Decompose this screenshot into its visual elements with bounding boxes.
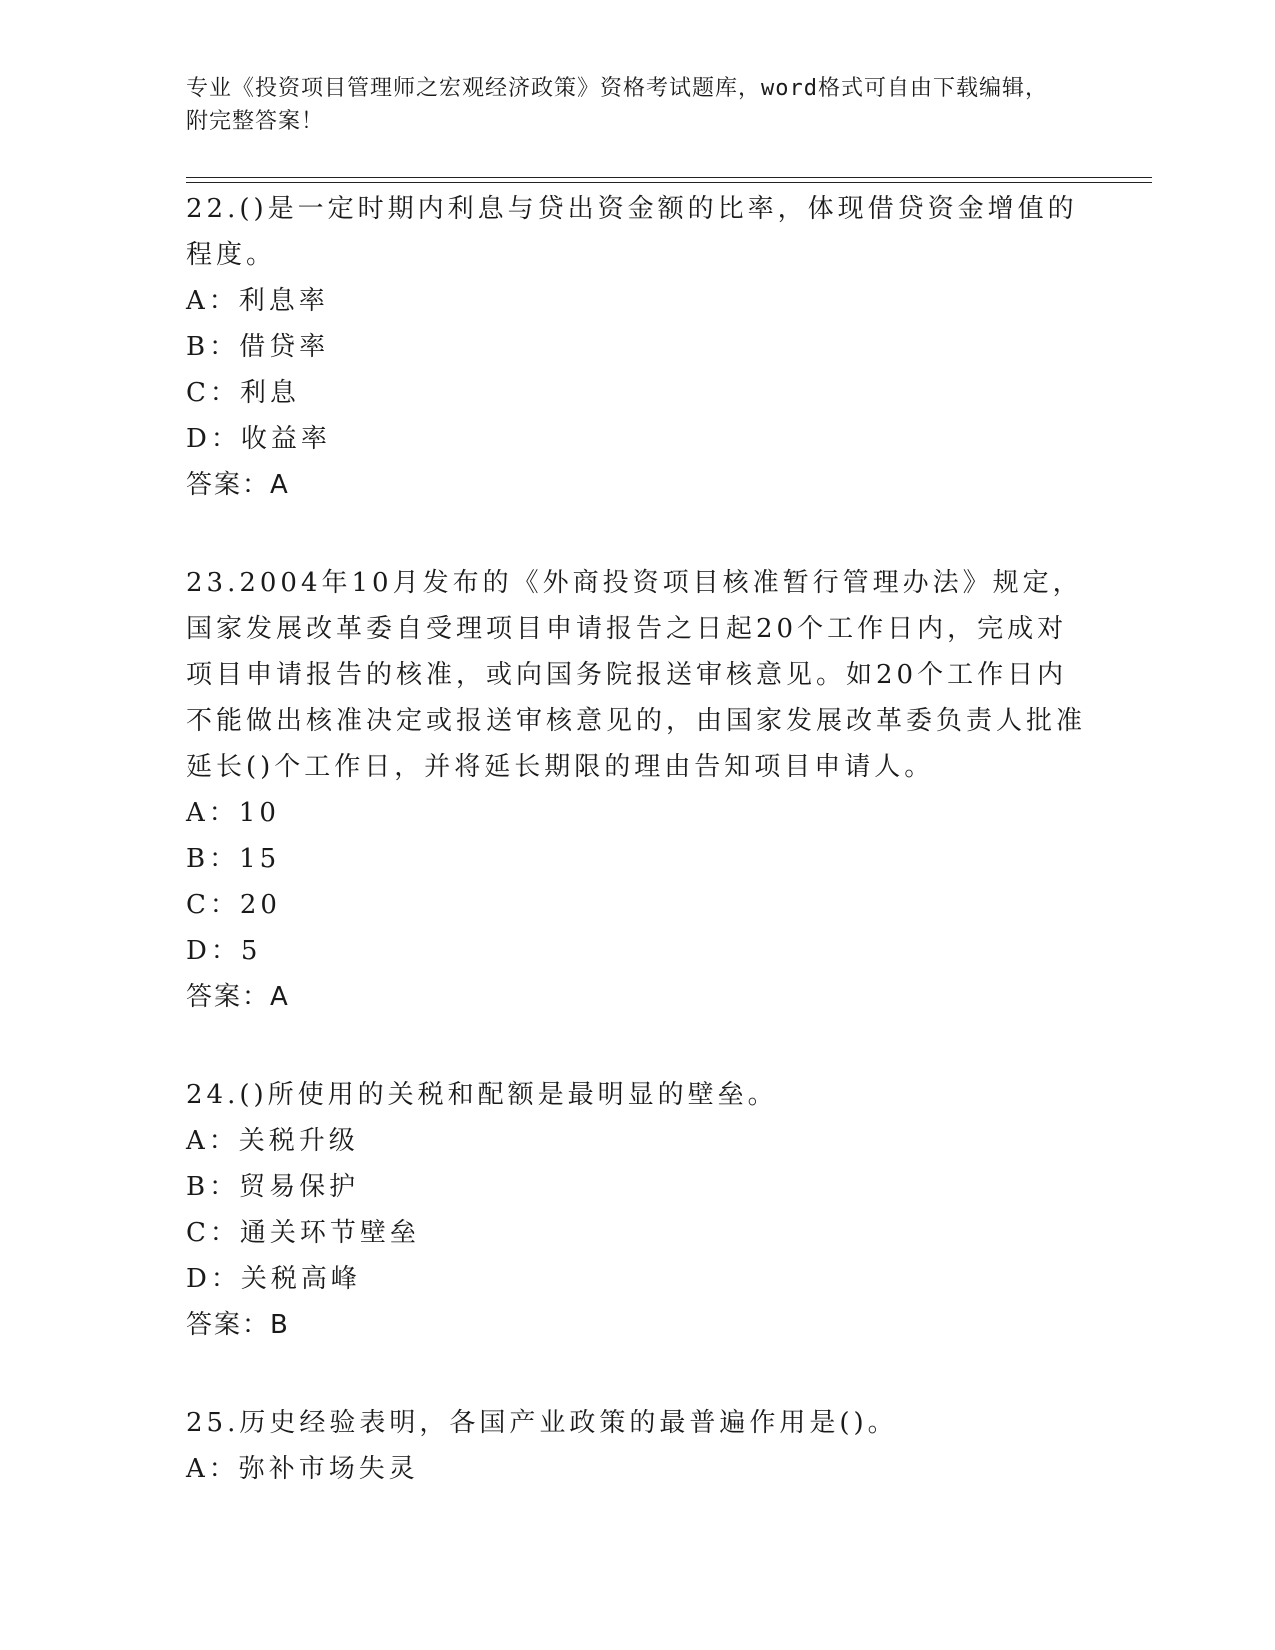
question-23 <box>186 560 1086 1020</box>
header-rule-top <box>186 177 1152 178</box>
header-rule-bottom <box>186 182 1152 183</box>
option-b: B：贸易保护 <box>186 1172 360 1202</box>
answer: 答案：A <box>186 470 290 500</box>
option-c: C：利息 <box>186 378 300 408</box>
answer: 答案：B <box>186 1310 290 1340</box>
question-22 <box>186 186 1086 508</box>
question-stem: 24.()所使用的关税和配额是最明显的壁垒。 <box>186 1080 778 1110</box>
question-stem: 23.2004年10月发布的《外商投资项目核准暂行管理办法》规定，国家发展改革委自受理项目申请报告之日起20个工作日内，完成对项目申请报告的核准，或向国务院报送审核意见。如20个工作日内不能做出核准决定或报送审核意见的，由国家发展改革委负责人批准延长()个工作日，并将延长期限的理由告知项目申请人。 <box>186 568 1087 782</box>
option-c: C：20 <box>186 890 281 920</box>
document-header: 专业《投资项目管理师之宏观经济政策》资格考试题库，word格式可自由下载编辑，附完整答案！ <box>186 76 1048 134</box>
option-a: A：弥补市场失灵 <box>186 1454 419 1484</box>
option-b: B：借贷率 <box>186 332 330 362</box>
option-d: D：5 <box>186 936 262 966</box>
question-25 <box>186 1400 1086 1492</box>
question-24 <box>186 1072 1086 1348</box>
answer: 答案：A <box>186 982 290 1012</box>
option-b: B：15 <box>186 844 281 874</box>
option-d: D：关税高峰 <box>186 1264 361 1294</box>
option-a: A：利息率 <box>186 286 329 316</box>
option-a: A：关税升级 <box>186 1126 359 1156</box>
option-d: D：收益率 <box>186 424 331 454</box>
option-c: C：通关环节壁垒 <box>186 1218 420 1248</box>
question-stem: 22.()是一定时期内利息与贷出资金额的比率，体现借贷资金增值的程度。 <box>186 194 1078 270</box>
question-list <box>186 186 1086 1544</box>
option-a: A：10 <box>186 798 280 828</box>
question-stem: 25.历史经验表明，各国产业政策的最普遍作用是()。 <box>186 1408 898 1438</box>
